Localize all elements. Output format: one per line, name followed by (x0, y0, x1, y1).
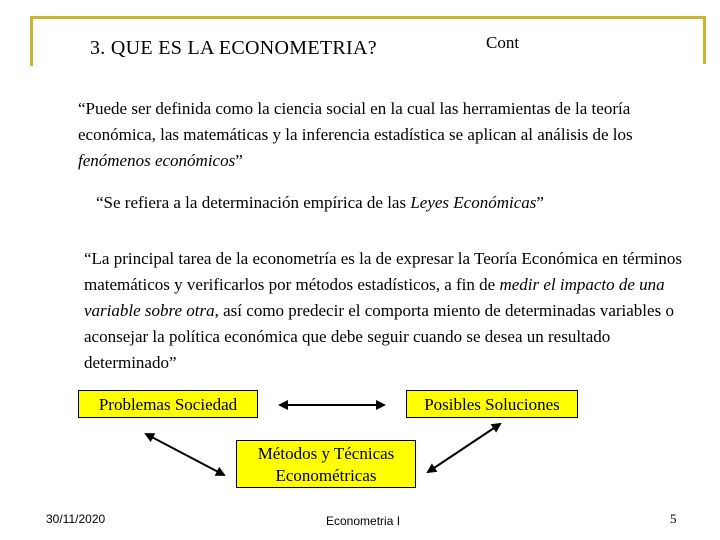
footer-date: 30/11/2020 (46, 512, 106, 526)
quote2-italic: Leyes Económicas (410, 193, 537, 212)
quote3-italic: medir el impacto de una variable sobre otra (84, 275, 665, 320)
metodos-tecnicas-box (236, 440, 416, 488)
posibles-soluciones-box: Posibles Soluciones (406, 390, 578, 418)
arrow-metodos-soluciones (428, 424, 500, 472)
quote1-end: ” (235, 151, 243, 170)
quote3-end: , así como predecir el comporta miento de determinadas variables o aconsejar la política económica que debe seguir cuando se desea un resultado determinado” (84, 301, 674, 372)
slide-title: 3. QUE ES LA ECONOMETRIA? (90, 37, 377, 59)
metodos-line-2: Econométricas (275, 466, 377, 485)
metodos-line-1: Métodos y Técnicas (257, 444, 395, 463)
quote2-end: ” (536, 193, 544, 212)
footer-course: Econometria I (326, 514, 401, 528)
footer-page-number: 5 (670, 511, 677, 526)
quote3-text: “La principal tarea de la econometría es la de expresar la Teoría Económica en términos matemáticos y verificarlos por métodos estadísticos, a fin de (84, 249, 682, 294)
arrow-problemas-metodos (146, 434, 224, 475)
quote2-text: “Se refiera a la determinación empírica de las (96, 193, 411, 212)
quote1-italic: fenómenos económicos (78, 151, 236, 170)
quote1-text: “Puede ser definida como la ciencia social en la cual las herramientas de la teoría económica, las matemáticas y la inferencia estadística se aplican al análisis de los (78, 99, 633, 144)
cont-label: Cont (486, 33, 520, 52)
problemas-sociedad-box: Problemas Sociedad (78, 390, 258, 418)
